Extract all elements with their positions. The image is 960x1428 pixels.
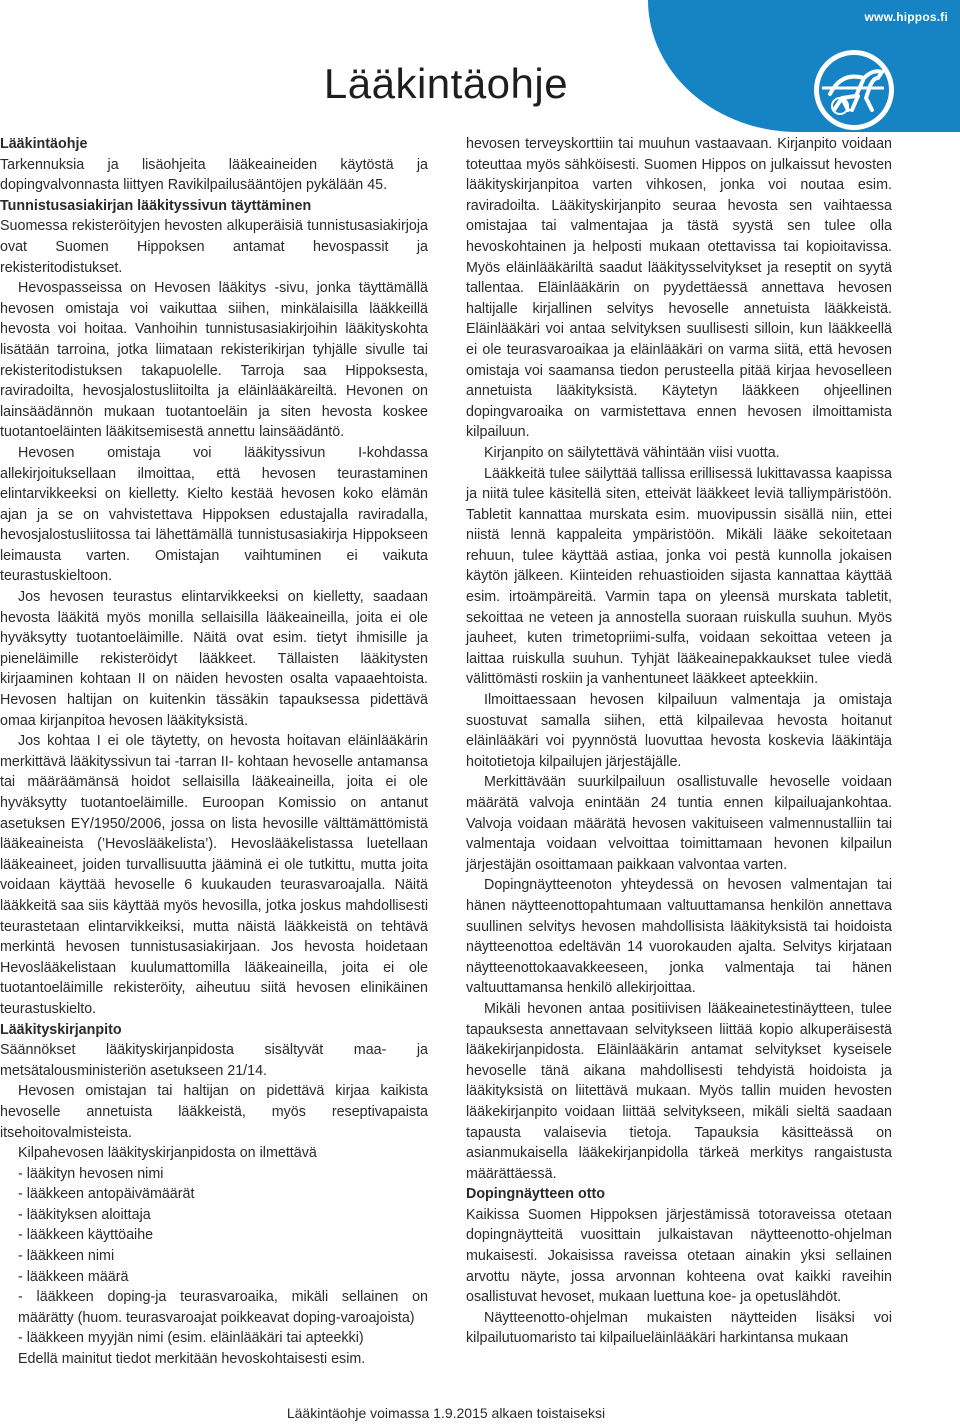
paragraph-naytteenotto: Näytteenotto-ohjelman mukaisten näytteiden lisäksi voi kilpailutuomaristo tai kilpailueläinlääkäri harkintansa mukaan (466, 1309, 892, 1347)
paragraph-hevospasseissa: Hevospasseissa on Hevosen lääkitys -sivu, jonka täyttämällä hevosen omistaja voi vaikuttaa siihen, minkälaisilla lääkkeillä hevosta voi hoitaa. Vanhoihin tunnistusasiakirjoihin lääkityskohta lisätään tarroina, jotka liimataan rekisterikirjan tyhjälle sivulle tai rekisteritodistuksen takapuolelle. Tarroja saa Hippoksesta, raviradoilta, hevosjalostusliitoilta ja eläinlääkäreiltä. Hevonen on lainsäädännön mukaan tuotantoeläin ja siten hevosta koskee tuotantoeläinten lääkitsemisestä annettu lainsäädäntö. (0, 280, 428, 441)
list-item: - lääkkeen antopäivämäärät (18, 1186, 195, 1203)
page-title: Lääkintäohje (323, 60, 569, 107)
paragraph-hevosen-omistaja: Hevosen omistaja voi lääkityssivun I-kohdassa allekirjoituksellaan ilmoittaa, että hevosen teurastaminen elintarvikkeeksi on kielletty. Kielto kestää hevosen koko elämän ajan ja se on vahvistettava Hippoksen edustajalla raviradalla, hevosjalostusliitossa tai lähettämällä tunnistusasiakirja Hippokseen leimausta varten. Omistajan vaihtuminen ei vaikuta teurastuskieltoon. (0, 444, 428, 585)
section-heading-laakityskirjanpito: Lääkityskirjanpito (0, 1021, 122, 1038)
paragraph-jos-kohtaa: Jos kohtaa I ei ole täytetty, on hevosta hoitavan eläinlääkärin merkittävä lääkityssivun tai -tarran II- kohtaan hevoselle antamansa tai määräämänsä hoidot sellaisilla lääkeaineilla, joita ei ole hyväksytty tuotantoeläimille. Euroopan Komissio on antanut asetuksen EY/1950/2006, jossa on lista hevosille välttämättömistä lääkeaineista (’Hevoslääkelista’). Hevoslääkelistassa luetellaan lääkeaineet, joiden turvallisuutta jääminä ei ole tutkittu, mutta joita voidaan käyttää hevoselle 6 kuukauden teurasvaroajalla. Näitä lääkkeitä saa siis käyttää myös hevosilla, jotka joskus mahdollisesti teurastetaan elintarvikkeiksi, mutta näistä lääkkeistä on tehtävä merkintä hevosen tunnistusasiakirjaan. Jos hevosta hoidetaan Hevoslääkelistaan kuulumattomilla lääkeaineilla, joita ei ole tuotantoeläimille rekisteröity, aiheutuu siitä hevosen elinikäinen teurastuskielto. (0, 733, 428, 1017)
paragraph-ilmoittaessaan: Ilmoittaessaan hevosen kilpailuun valmentaja ja omistaja suostuvat samalla siihen, että kilpailevaa hevosta hoitanut eläinlääkäri voi pyynnöstä luovuttaa hevosta koskevia lääkintäja hoitotietoja kilpailujen järjestäjälle. (466, 692, 892, 770)
section-heading-tunnistus: Tunnistusasiakirjan lääkityssivun täyttäminen (0, 197, 312, 214)
paragraph-suomessa: Suomessa rekisteröityjen hevosten alkuperäisiä tunnistusasiakirjoja ovat Suomen Hippoksen antamat hevospassit ja rekisteritodistukset. (0, 218, 428, 276)
section-heading-laakintaohje: Lääkintäohje (0, 136, 88, 152)
list-item: - lääkityn hevosen nimi (18, 1165, 164, 1182)
site-url-link[interactable]: www.hippos.fi (864, 10, 948, 24)
list-item: - lääkkeen käyttöaihe (18, 1227, 154, 1244)
paragraph-intro: Tarkennuksia ja lisäohjeita lääkeaineiden käytöstä ja dopingvalvonnasta liittyen Ravikilpailusääntöjen pykälään 45. (0, 156, 428, 194)
list-item: - lääkkeen doping-ja teurasvaroaika, mikäli sellainen on määrätty (huom. teurasvaroajat poikkeavat doping-varoajoista) (18, 1289, 428, 1326)
right-column (466, 134, 892, 1349)
paragraph-hevosen-omistajan: Hevosen omistajan tai haltijan on pidettävä kirjaa kaikista hevoselle annetuista lääkkeistä, myös reseptivapaista itsehoitovalmisteista. (0, 1083, 428, 1141)
paragraph-kaikissa: Kaikissa Suomen Hippoksen järjestämissä totoraveissa otetaan dopingnäytteitä vuosittain julkaistavan näytteenotto-ohjelman mukaisesti. Jokaisissa raveissa otetaan ainakin yksi sellainen arvottu näyte, jossa arvonnan kohteena ovat kaikki raveihin osallistuvat hevoset, mukaan luettuna koe- ja opetuslähdöt. (466, 1206, 892, 1306)
list-item: - lääkityksen aloittaja (18, 1206, 151, 1223)
paragraph-laakkeita: Lääkkeitä tulee säilyttää tallissa erillisessä lukittavassa kaapissa ja niitä tulee käsitellä siten, etteivät lääkkeet leviä talliympäristöön. Tabletit kannattaa murskata esim. muovipussin sisällä niin, ettei niistä lennä kappaleita ympäristöön. Mikäli lääke sekoitetaan rehuun, tulee käyttää astiaa, jonka voi pestä kunnolla jokaisen käytön jälkeen. Kiinteiden rehuastioiden sijasta kannattaa käyttää esim. irtoämpäreitä. Varmin tapa on yleensä murskata tabletit, sekoittaa ne veteen ja annostella suoraan ruiskulla suuhun. Myös jauheet, kuten trimetopriimi-sulfa, voidaan sekoittaa veteen ja laittaa ruiskulla suuhun. Tyhjät lääkeainepakkaukset tulee viedä välittömästi roskiin ja vanhentuneet lääkkeet apteekkiin. (466, 465, 892, 688)
list-item: - lääkkeen myyjän nimi (esim. eläinlääkäri tai apteekki) (18, 1330, 364, 1347)
left-column (0, 134, 428, 1370)
paragraph-saannokset: Säännökset lääkityskirjanpidosta sisältyvät maa- ja metsätalousministeriön asetukseen 21/14. (0, 1042, 428, 1079)
footer-validity-note: Lääkintäohje voimassa 1.9.2015 alkaen toistaiseksi (286, 1405, 606, 1421)
paragraph-continued: hevosen terveyskorttiin tai muuhun vastaavaan. Kirjanpito voidaan toteuttaa myös sähköisesti. Suomen Hippos on julkaissut hevosten lääkityskirjanpitoa varten vihkosen, jonka voi noutaa esim. raviradoilta. Lääkityskirjanpito seuraa hevosta sen vaihtaessa omistajaa tai valmentajaa ja tästä syystä sen tulee olla hevoskohtainen ja helposti mukaan otettavissa tai kopioitavissa. Myös eläinlääkäriltä saadut lääkitysselvitykset ja reseptit on syytä tallentaa. Eläinlääkärin on pyydettäessä annettava hevosen haltijalle kirjallinen selvitys hevoselle annetuista lääkkeistä. Eläinlääkäri voi antaa selvityksen suullisesti silloin, kun lääkkeellä ei ole teurasvaroaikaa ja eläinlääkäri on varma siitä, että hevosen omistaja voi saamansa tiedon perusteella pitää kirjaa hevoselleen annetuista lääkityksistä. Käytetyn lääkkeen ohjeellinen dopingvaroaika on varmistettava ennen hevosen ilmoittamista kilpailuun. (466, 136, 892, 441)
list-item: - lääkkeen nimi (18, 1248, 115, 1265)
section-heading-dopingnaytteen-otto: Dopingnäytteen otto (466, 1186, 605, 1203)
paragraph-edella: Edellä mainitut tiedot merkitään hevoskohtaisesti esim. (18, 1351, 366, 1368)
requirements-list (0, 1164, 428, 1349)
paragraph-dopingnaytteenoton: Dopingnäytteenoton yhteydessä on hevosen valmentajan tai hänen näytteenottopahtumaan valtuuttamansa henkilön annettava suullinen selvitys hevosen mahdollisista lääkityksistä tai hoidoista näytteenottoa edeltävän 14 vuorokauden ajalta. Selvitys kirjataan näytteenottokaavakkeeseen, jonka valmentaja tai hänen valtuuttamansa henkilö allekirjoittaa. (466, 877, 892, 997)
paragraph-jos-teurastus: Jos hevosen teurastus elintarvikkeeksi on kielletty, saadaan hevosta lääkitä myös monilla sellaisilla lääkeaineilla, joita ei ole hyväksytty tuotantoeläimille. Näitä ovat esim. tietyt ihmisille ja pieneläimille rekisteröidyt lääkkeet. Tällaisten lääkitysten kirjaaminen kohtaan II on näiden hevosten osalta vapaaehtoista. Hevosen haltijan on kuitenkin tässäkin tapauksessa pidettävä omaa kirjanpitoa hevosen lääkityksistä. (0, 589, 428, 729)
paragraph-mikali: Mikäli hevonen antaa positiivisen lääkeainetestinäytteen, tulee tapauksesta annettavaan selvitykseen liittää kopio alkuperäisestä lääkekirjanpidosta. Eläinlääkärin antamat selvitykset kyseisele hevoselle tänä aikana mahdollisesti tehdyistä hoidoista ja lääkityksistä on liitettävä mukaan. Myös tallin muiden hevosten lääkekirjanpito voidaan liittää selvitykseen, mikäli sieltä saadaan tapausta valaisevia tietoja. Tapauksia käsitteässä on asianmukaisella lääkekirjanpidolla tärkeä merkitys rangaistusta määrättäessä. (466, 1000, 892, 1182)
paragraph-kilpahevosen: Kilpahevosen lääkityskirjanpidosta on ilmettävä (18, 1145, 317, 1162)
paragraph-kirjanpito: Kirjanpito on säilytettävä vähintään viisi vuotta. (484, 444, 780, 461)
paragraph-merkittavaan: Merkittävään suurkilpailuun osallistuvalle hevoselle voidaan määrätä valvoja enintään 24 tuntia ennen kilpailuajankohtaa. Valvoja voidaan määrätä hevosen vakituiseen valmennustalliin tai valmentaja voidaan velvoittaa toimittamaan hevonen kilpailun järjestäjän osoittamaan paikkaan valvontaa varten. (466, 774, 892, 873)
list-item: - lääkkeen määrä (18, 1268, 129, 1285)
